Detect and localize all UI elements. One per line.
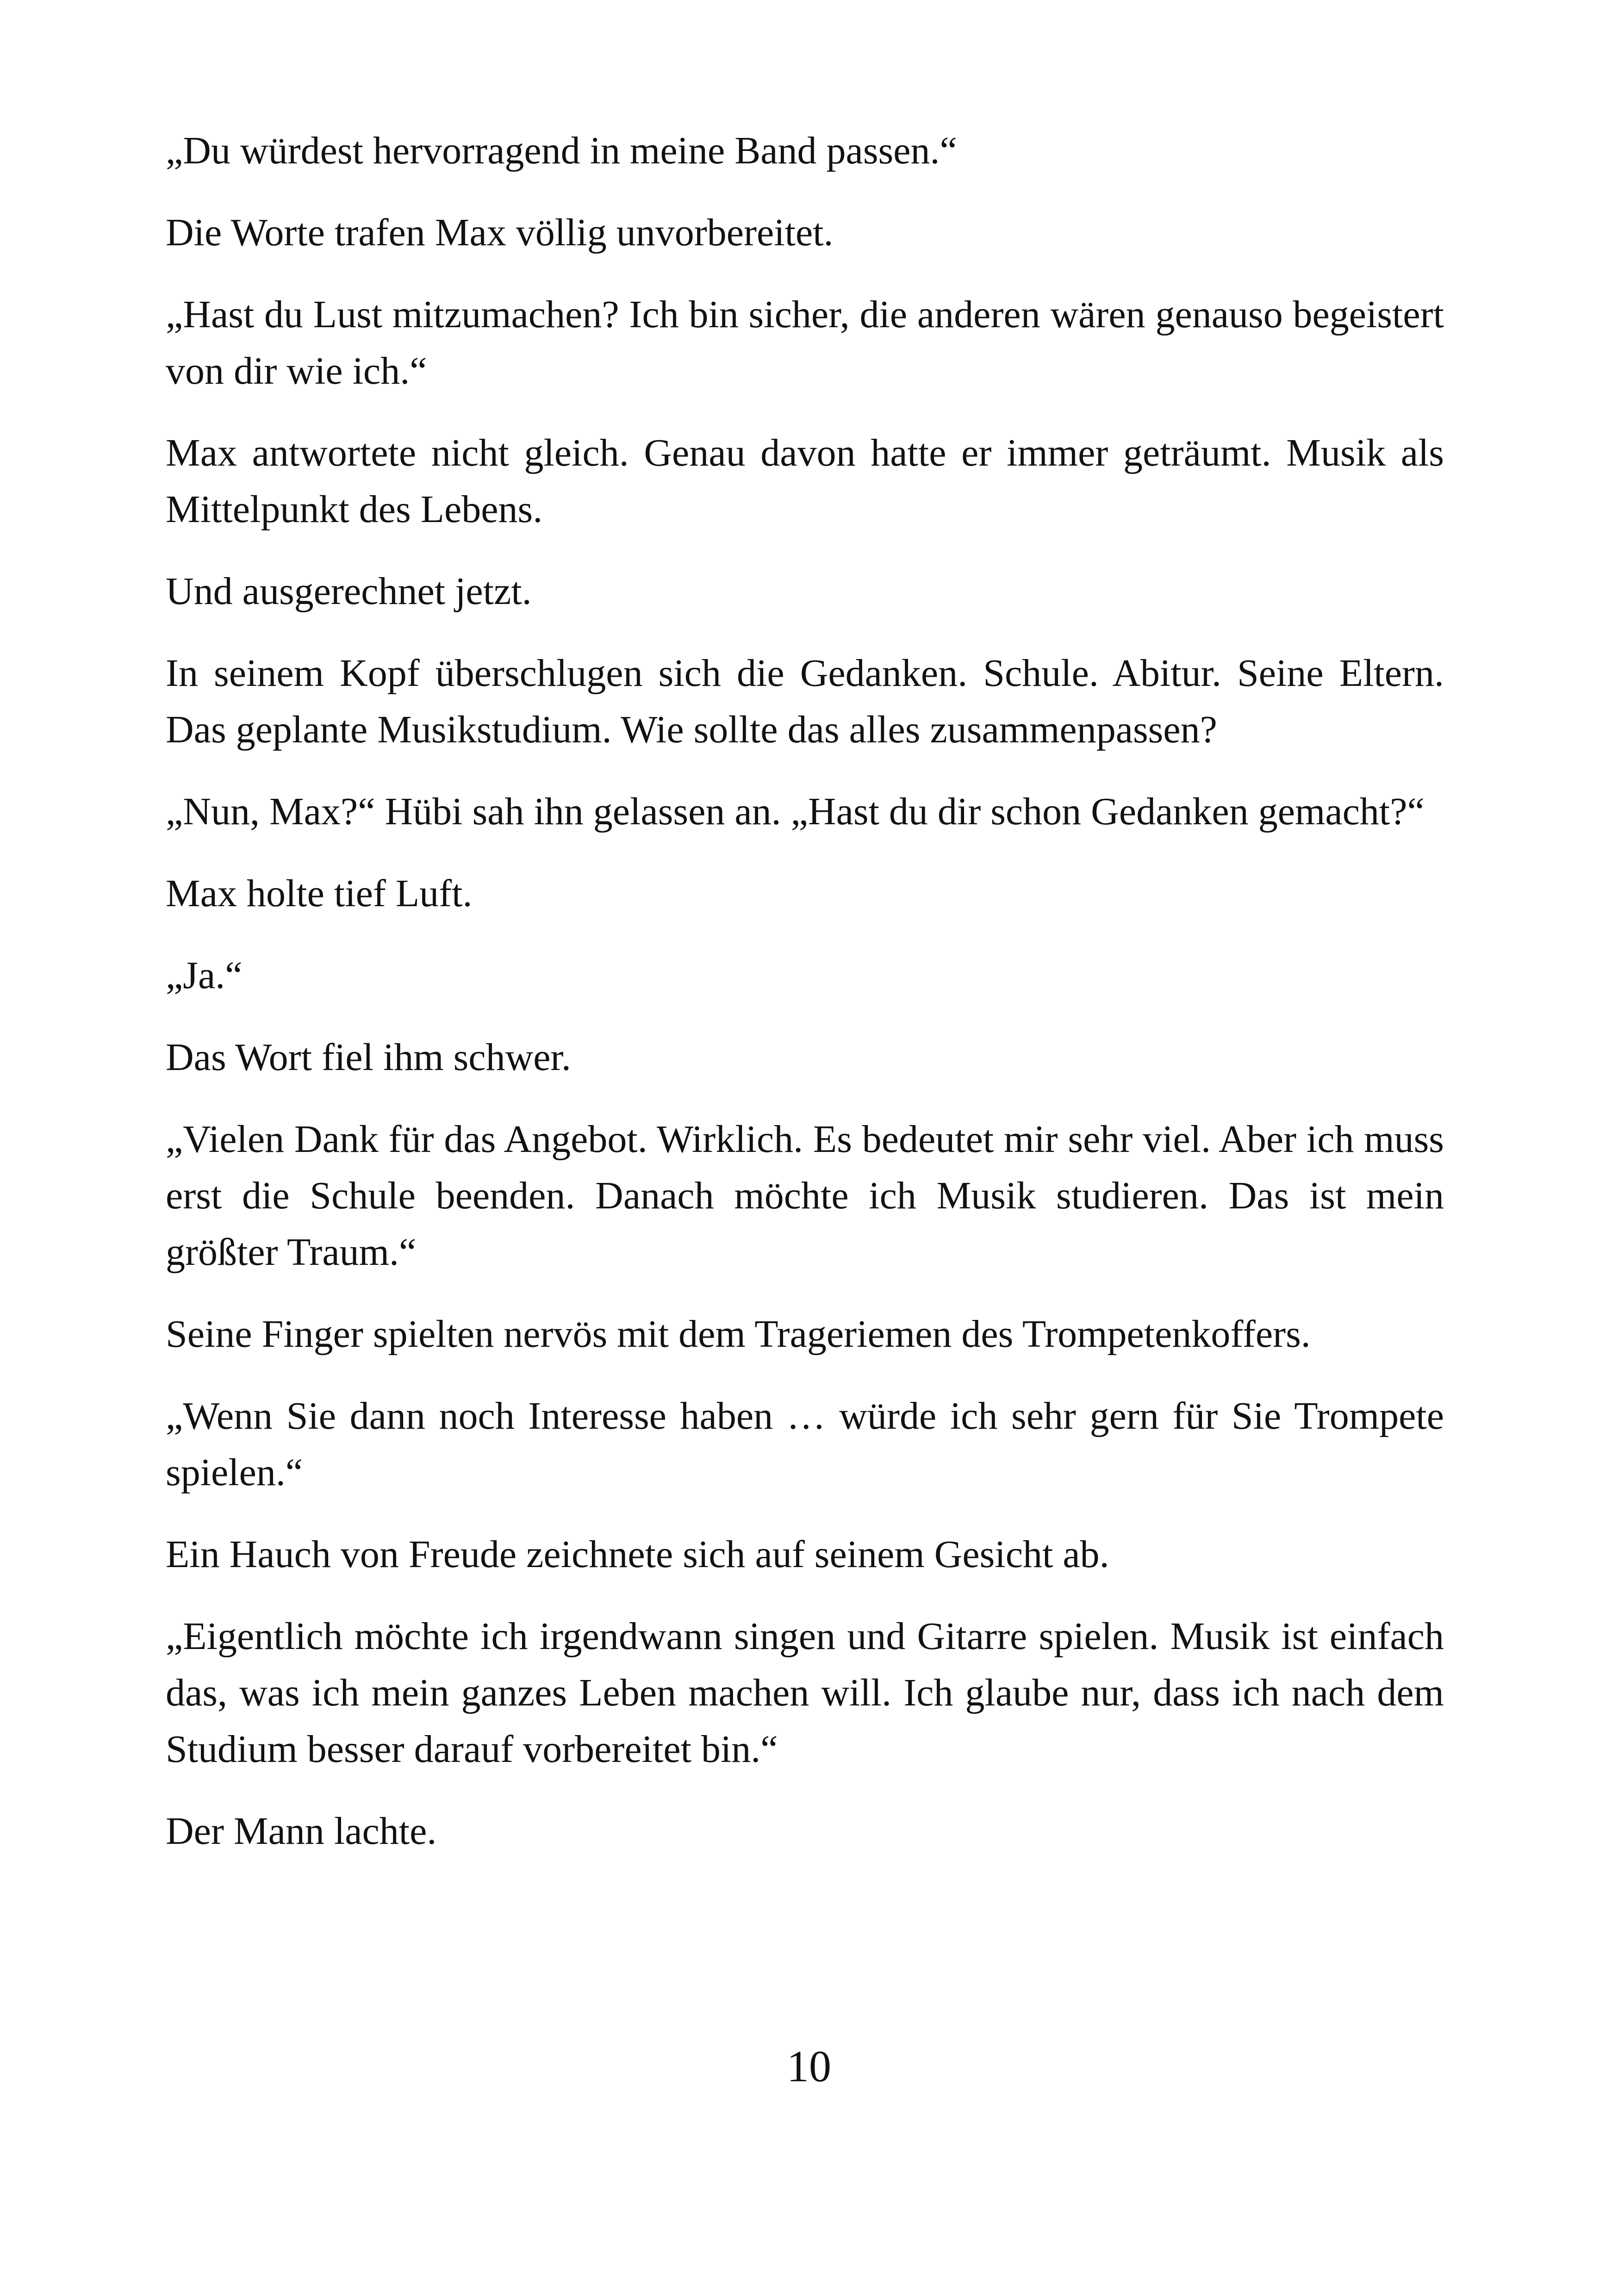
paragraph: „Hast du Lust mitzumachen? Ich bin sicher, die anderen wären genauso begeistert von dir wie ich.“ (166, 293, 1444, 392)
paragraph: Ein Hauch von Freude zeichnete sich auf seinem Gesicht ab. (166, 1533, 1109, 1576)
paragraph: Max holte tief Luft. (166, 872, 473, 915)
paragraph: „Wenn Sie dann noch Interesse haben … würde ich sehr gern für Sie Trompete spielen.“ (166, 1394, 1444, 1494)
paragraph: „Vielen Dank für das Angebot. Wirklich. Es bedeutet mir sehr viel. Aber ich muss erst die Schule beenden. Danach möchte ich Musik studieren. Das ist mein größter Traum.“ (166, 1118, 1444, 1274)
paragraph: In seinem Kopf überschlugen sich die Gedanken. Schule. Abitur. Seine Eltern. Das geplante Musikstudium. Wie sollte das alles zusammenpassen? (166, 652, 1444, 751)
body-text (166, 123, 1444, 1885)
paragraph: Seine Finger spielten nervös mit dem Trageriemen des Trompetenkoffers. (166, 1313, 1311, 1356)
paragraph: „Du würdest hervorragend in meine Band passen.“ (166, 129, 957, 172)
page-number: 10 (787, 2041, 831, 2091)
paragraph: „Ja.“ (166, 954, 243, 997)
paragraph: Die Worte trafen Max völlig unvorbereitet. (166, 211, 834, 254)
paragraph: „Eigentlich möchte ich irgendwann singen und Gitarre spielen. Musik ist einfach das, was ich mein ganzes Leben machen will. Ich glaube nur, dass ich nach dem Studium besser darauf vorbereitet bin.“ (166, 1615, 1444, 1771)
paragraph: Das Wort fiel ihm schwer. (166, 1036, 571, 1079)
paragraph: Und ausgerechnet jetzt. (166, 570, 532, 613)
paragraph: Der Mann lachte. (166, 1810, 437, 1853)
paragraph: Max antwortete nicht gleich. Genau davon hatte er immer geträumt. Musik als Mittelpunkt des Lebens. (166, 431, 1444, 531)
paragraph: „Nun, Max?“ Hübi sah ihn gelassen an. „Hast du dir schon Gedanken gemacht?“ (166, 790, 1425, 833)
